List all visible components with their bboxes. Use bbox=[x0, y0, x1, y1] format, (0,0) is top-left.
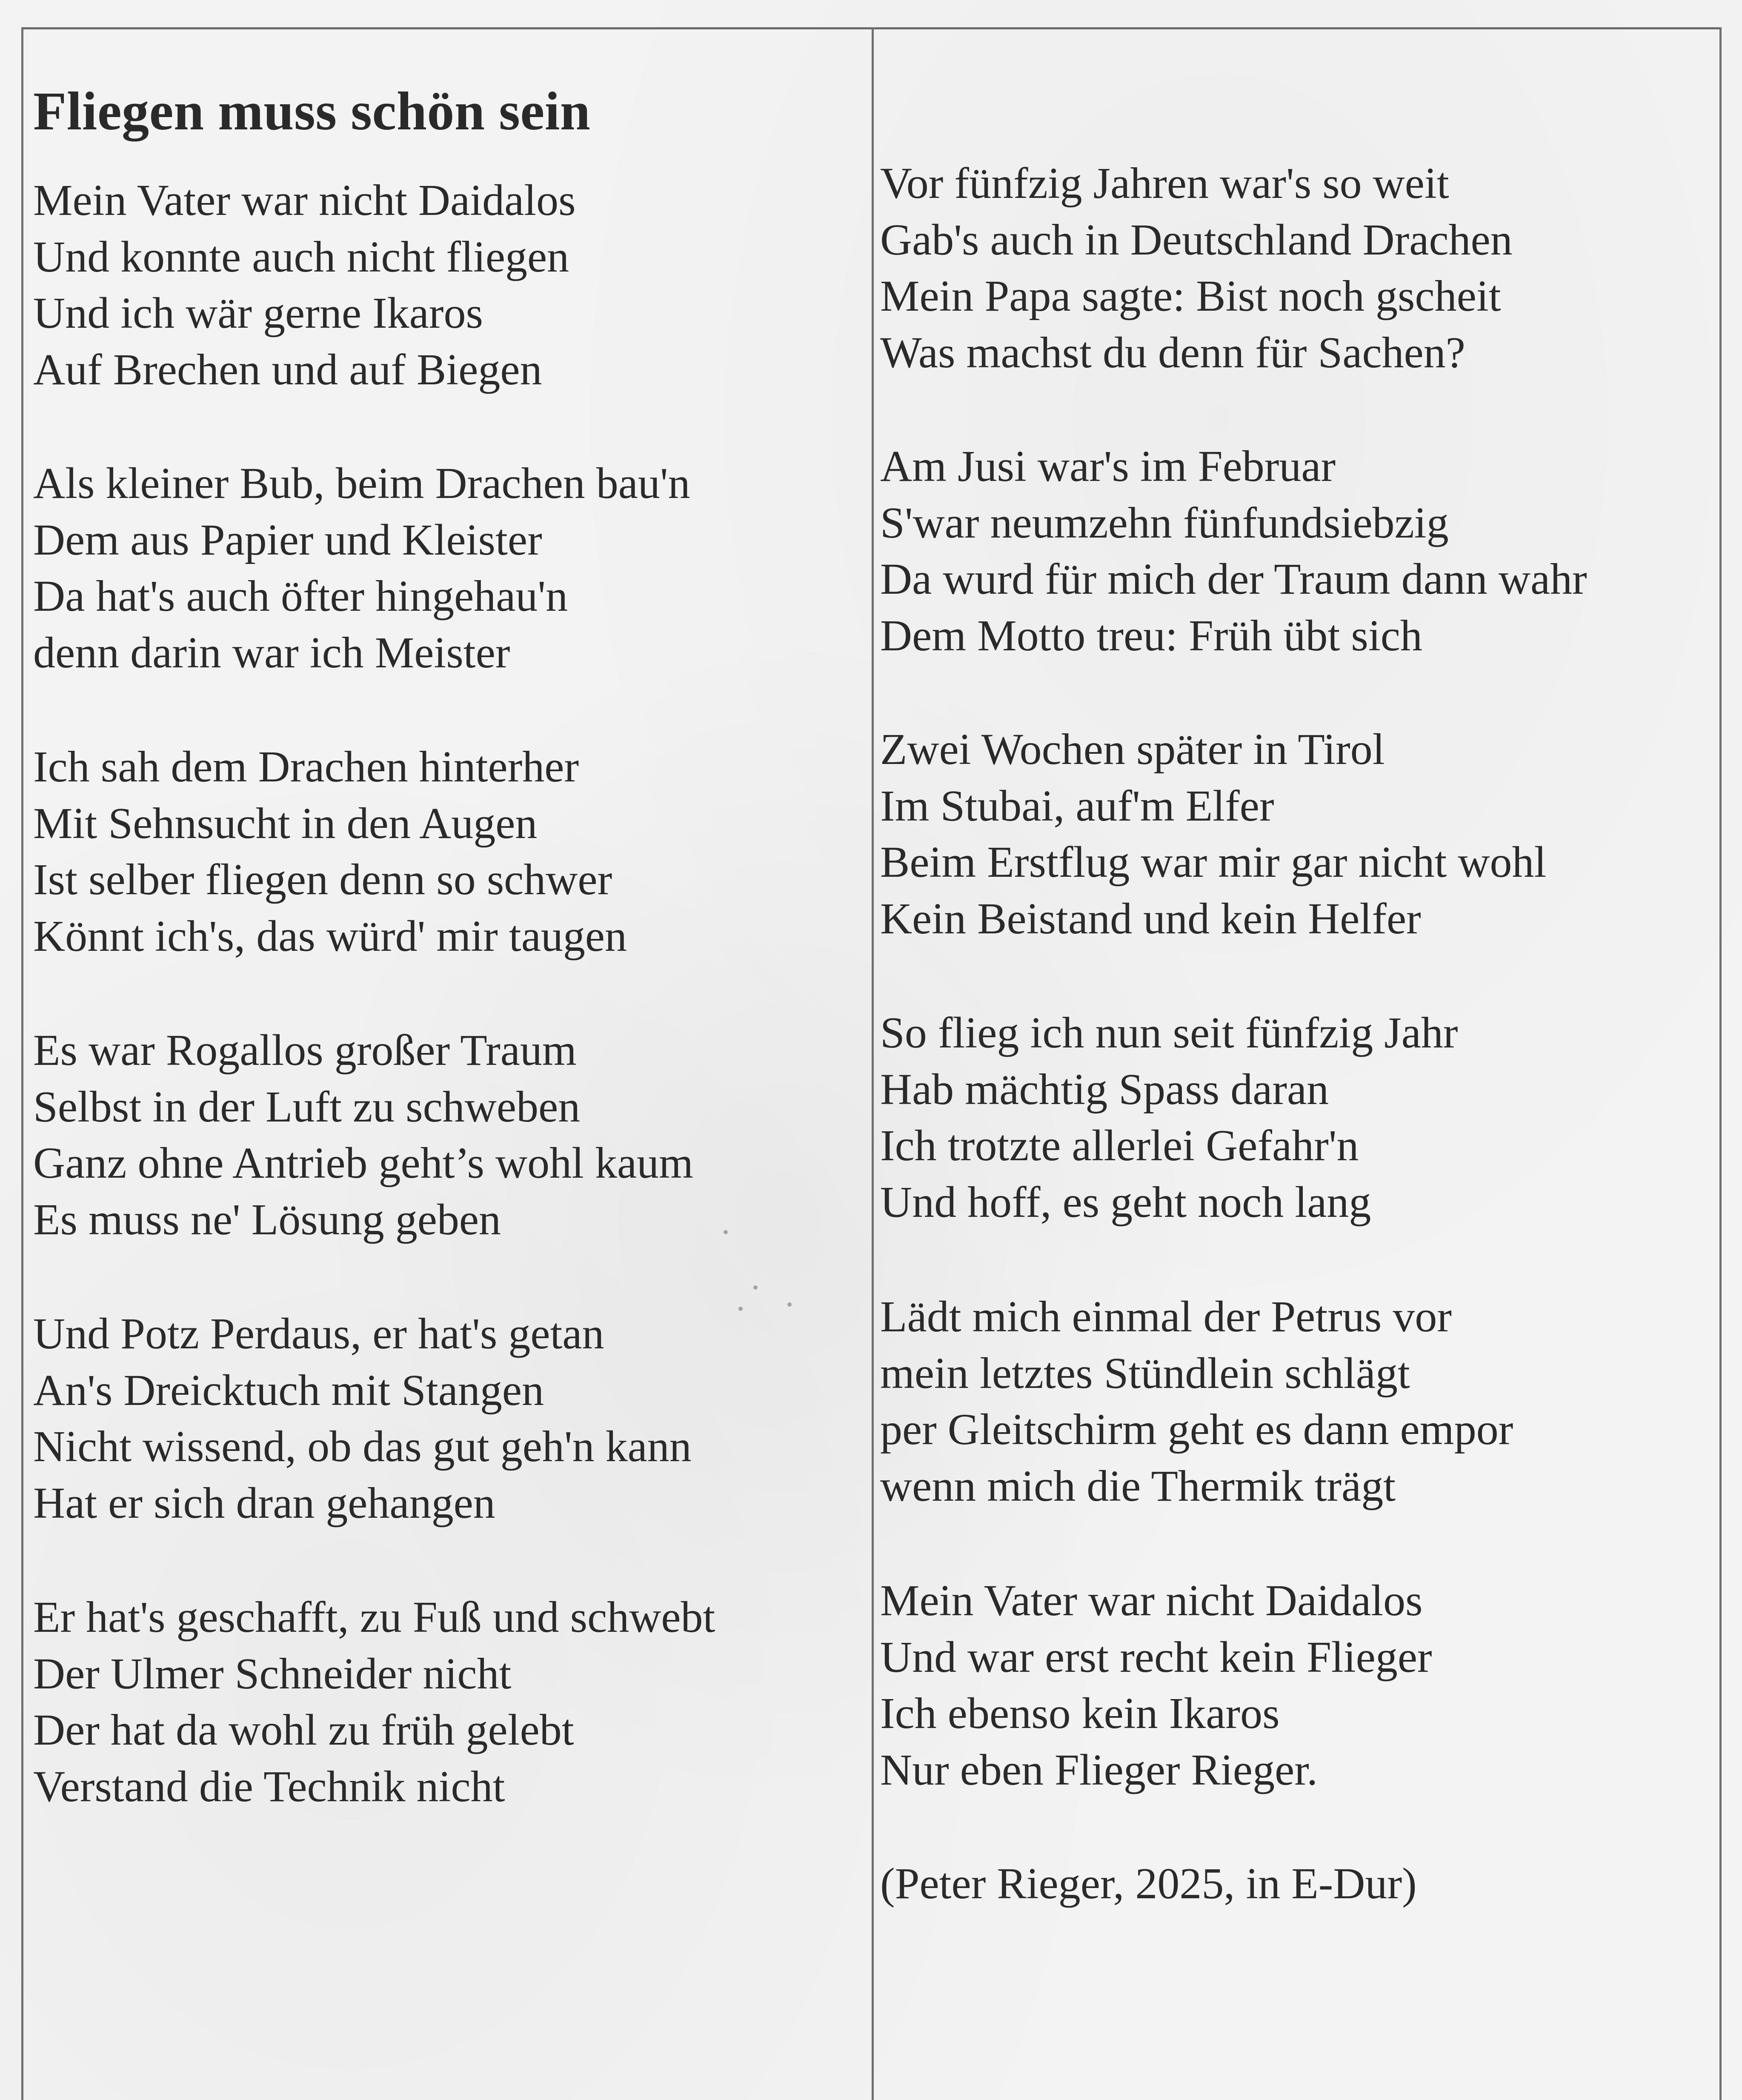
poem-line: Ich sah dem Drachen hinterher bbox=[33, 742, 579, 791]
poem-line: mein letztes Stündlein schlägt bbox=[880, 1348, 1410, 1398]
poem-line: Da wurd für mich der Traum dann wahr bbox=[880, 555, 1587, 604]
poem-line: Und war erst recht kein Flieger bbox=[880, 1632, 1432, 1682]
poem-line: S'war neumzehn fünfundsiebzig bbox=[880, 498, 1449, 547]
table-right-border bbox=[1719, 27, 1722, 2100]
poem-line: Vor fünfzig Jahren war's so weit bbox=[880, 159, 1449, 208]
poem-credit: (Peter Rieger, 2025, in E-Dur) bbox=[880, 1859, 1417, 1908]
poem-line: Ich ebenso kein Ikaros bbox=[880, 1689, 1280, 1738]
poem-line: Was machst du denn für Sachen? bbox=[880, 328, 1465, 377]
right-stanza-2 bbox=[880, 438, 1587, 664]
table-left-border bbox=[21, 27, 23, 2100]
poem-line: Und ich wär gerne Ikaros bbox=[33, 289, 483, 338]
left-stanza-4 bbox=[33, 1022, 693, 1248]
poem-line: Und Potz Perdaus, er hat's getan bbox=[33, 1309, 604, 1358]
poem-line: Auf Brechen und auf Biegen bbox=[33, 345, 542, 394]
left-stanza-1 bbox=[33, 172, 576, 398]
poem-line: Am Jusi war's im Februar bbox=[880, 442, 1336, 491]
right-stanza-5 bbox=[880, 1289, 1513, 1514]
poem-line: Mein Vater war nicht Daidalos bbox=[33, 176, 576, 225]
poem-line: Beim Erstflug war mir gar nicht wohl bbox=[880, 838, 1547, 887]
poem-line: denn darin war ich Meister bbox=[33, 628, 510, 677]
poem-line: Der hat da wohl zu früh gelebt bbox=[33, 1705, 574, 1754]
right-stanza-4 bbox=[880, 1005, 1458, 1230]
poem-line: Und hoff, es geht noch lang bbox=[880, 1177, 1371, 1227]
poem-line: Der Ulmer Schneider nicht bbox=[33, 1649, 512, 1698]
poem-line: Er hat's geschafft, zu Fuß und schwebt bbox=[33, 1593, 715, 1642]
left-stanza-2 bbox=[33, 455, 690, 681]
poem-line: Als kleiner Bub, beim Drachen bau'n bbox=[33, 459, 690, 508]
scan-speck bbox=[753, 1285, 758, 1290]
poem-line: Nur eben Flieger Rieger. bbox=[880, 1745, 1318, 1794]
poem-line: Könnt ich's, das würd' mir taugen bbox=[33, 911, 627, 961]
poem-line: Mein Vater war nicht Daidalos bbox=[880, 1576, 1423, 1625]
poem-line: Gab's auch in Deutschland Drachen bbox=[880, 215, 1513, 264]
left-stanza-5 bbox=[33, 1306, 692, 1531]
poem-line: Zwei Wochen später in Tirol bbox=[880, 725, 1385, 774]
poem-line: Im Stubai, auf'm Elfer bbox=[880, 781, 1274, 830]
left-stanza-6 bbox=[33, 1589, 715, 1815]
poem-line: Hat er sich dran gehangen bbox=[33, 1478, 495, 1528]
poem-line: Ich trotzte allerlei Gefahr'n bbox=[880, 1121, 1359, 1170]
poem-line: Lädt mich einmal der Petrus vor bbox=[880, 1292, 1452, 1341]
scan-speck bbox=[738, 1307, 743, 1311]
poem-line: An's Dreicktuch mit Stangen bbox=[33, 1365, 544, 1415]
poem-line: Ganz ohne Antrieb geht’s wohl kaum bbox=[33, 1139, 694, 1187]
right-stanza-3 bbox=[880, 721, 1546, 947]
scan-speck bbox=[787, 1302, 792, 1307]
poem-line: Selbst in der Luft zu schweben bbox=[33, 1082, 581, 1131]
poem-line: So flieg ich nun seit fünfzig Jahr bbox=[880, 1008, 1458, 1057]
poem-line: per Gleitschirm geht es dann empor bbox=[880, 1405, 1513, 1454]
poem-line: Dem Motto treu: Früh übt sich bbox=[880, 611, 1422, 660]
poem-line: Und konnte auch nicht fliegen bbox=[33, 232, 569, 281]
poem-line: wenn mich die Thermik trägt bbox=[880, 1461, 1396, 1511]
poem-line: Es war Rogallos großer Traum bbox=[33, 1026, 577, 1075]
scan-speck bbox=[724, 1230, 728, 1234]
poem-line: Da hat's auch öfter hingehau'n bbox=[33, 572, 568, 621]
poem-line: Nicht wissend, ob das gut geh'n kann bbox=[33, 1422, 692, 1471]
poem-line: Ist selber fliegen denn so schwer bbox=[33, 855, 612, 904]
right-stanza-6 bbox=[880, 1573, 1432, 1798]
table-center-divider bbox=[872, 27, 874, 2100]
poem-line: Verstand die Technik nicht bbox=[33, 1762, 505, 1811]
poem-line: Mit Sehnsucht in den Augen bbox=[33, 798, 538, 848]
poem-line: Es muss ne' Lösung geben bbox=[33, 1195, 501, 1244]
poem-line: Hab mächtig Spass daran bbox=[880, 1064, 1329, 1114]
poem-line: Dem aus Papier und Kleister bbox=[33, 515, 542, 564]
left-stanza-3 bbox=[33, 739, 627, 964]
poem-line: Mein Papa sagte: Bist noch gscheit bbox=[880, 272, 1501, 320]
poem-line: Kein Beistand und kein Helfer bbox=[880, 894, 1421, 943]
poem-title: Fliegen muss schön sein bbox=[33, 80, 591, 141]
right-stanza-1 bbox=[880, 155, 1513, 381]
